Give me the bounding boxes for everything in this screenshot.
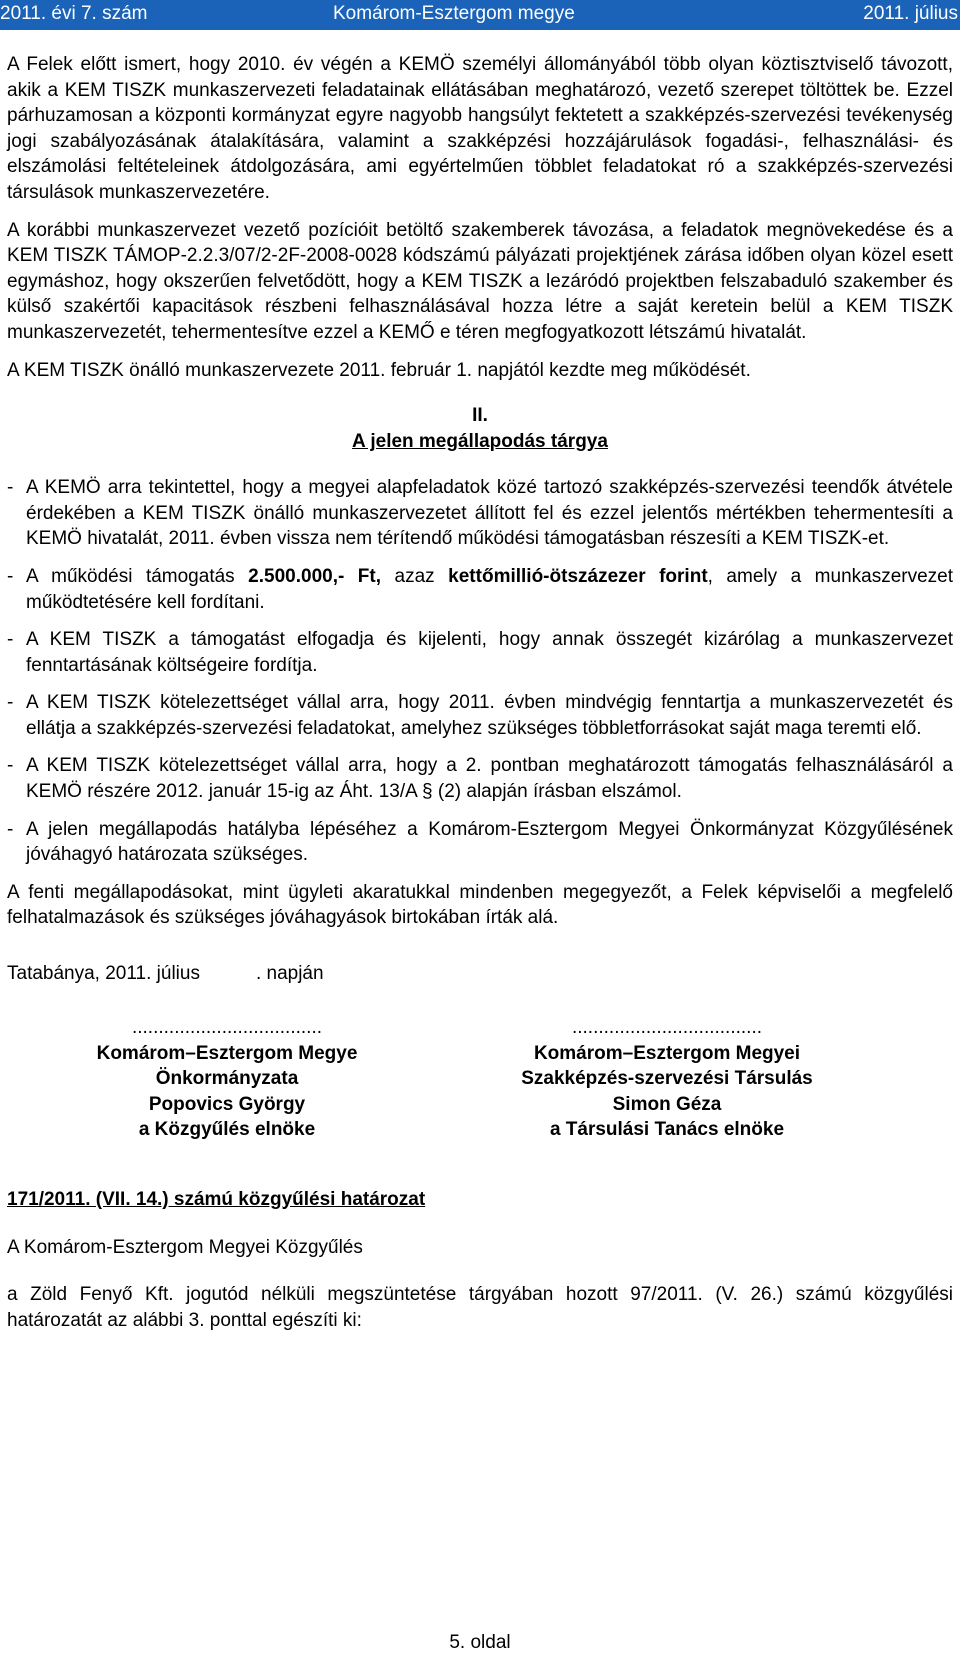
- list-item: [7, 753, 953, 804]
- list-dash: -: [7, 629, 14, 651]
- list-item-text: A KEMÖ arra tekintettel, hogy a megyei alapfeladatok közé tartozó szakképzés-szervezési teendők átvétele érdekében a KEM TISZK önálló munkaszervezetet állított fel és ezzel jelentős mértékben tehermentesíti a KEMÖ hivatalát, 2011. évben vissza nem térítendő működési támogatásban részesíti a KEM TISZK-et.: [26, 477, 953, 550]
- list-dash: -: [7, 565, 14, 587]
- signing-day-suffix: . napján: [255, 963, 324, 985]
- page-number: 5. oldal: [449, 1632, 511, 1653]
- paragraph-3: A KEM TISZK önálló munkaszervezete 2011. február 1. napjától kezdte meg működését.: [7, 359, 751, 381]
- resolution-title: 171/2011. (VII. 14.) számú közgyűlési határozat: [7, 1188, 426, 1210]
- list-item: [7, 475, 953, 552]
- signature-left: [37, 1015, 417, 1143]
- signing-date: [7, 963, 953, 985]
- list-item-text: A KEM TISZK kötelezettséget vállal arra, hogy 2011. évben mindvégig fenntartja a munkaszervezetét és ellátja a szakképzés-szervezési feladatokat, amelyhez szükséges többletforrásokat saját maga teremti elő.: [26, 692, 953, 739]
- support-amount-words: kettőmillió-ötszázezer forint: [448, 565, 708, 587]
- section-title: A jelen megállapodás tárgya: [352, 431, 608, 453]
- signatory-org-line-1: Komárom–Esztergom Megyei: [533, 1042, 801, 1064]
- signature-block: [7, 1015, 953, 1143]
- signatory-title: a Közgyűlés elnöke: [138, 1119, 316, 1141]
- list-item-text: A KEM TISZK kötelezettséget vállal arra, hogy a 2. pontban meghatározott támogatás felhasználásáról a KEMÖ részére 2012. január 15-ig az Áht. 13/A § (2) alapján írásban elszámol.: [26, 755, 953, 803]
- signature-line: ....................................: [571, 1017, 763, 1039]
- county-name: Komárom-Esztergom megye: [333, 3, 575, 24]
- issue-number: 2011. évi 7. szám: [0, 3, 148, 24]
- support-amount: 2.500.000,- Ft,: [248, 565, 382, 587]
- signatory-org-line-1: Komárom–Esztergom Megye: [96, 1042, 358, 1064]
- closing-paragraph: A fenti megállapodásokat, mint ügyleti akaratukkal mindenben megegyezőt, a Felek képviselői a megfelelő felhatalmazások és szükséges jóváhagyások birtokában írták alá.: [7, 881, 953, 929]
- list-item: [7, 564, 953, 615]
- list-dash: -: [7, 755, 14, 777]
- signatory-org-line-2: Önkormányzata: [155, 1068, 299, 1090]
- support-text-mid: azaz: [381, 565, 449, 587]
- signatory-name: Popovics György: [148, 1093, 306, 1115]
- paragraph-2: A korábbi munkaszervezet vezető pozícióit betöltő szakemberek távozása, a feladatok megnövekedése és a KEM TISZK TÁMOP-2.2.3/07/2-2F-2008-0028 kódszámú pályázati projektjének zárása időben olyan közel esett egymáshoz, hogy okszerűen felvetődött, hogy a KEM TISZK a lezáródó projektben felszabaduló szakember és külső szakértői kapacitások részbeni felhasználásával hozza létre a saját keretein belül a KEM TISZK munkaszervezetét, tehermentesítve ezzel a KEMŐ e téren megfogyatkozott létszámú hivatalát.: [7, 219, 953, 343]
- signature-right: [477, 1015, 857, 1143]
- list-item-text: A KEM TISZK a támogatást elfogadja és kijelenti, hogy annak összegét kizárólag a munkaszervezet fenntartásának költségeire fordítja.: [26, 629, 953, 676]
- list-dash: -: [7, 477, 14, 499]
- signature-line: ....................................: [131, 1017, 323, 1039]
- resolution-body-2: a Zöld Fenyő Kft. jogutód nélküli megszüntetése tárgyában hozott 97/2011. (V. 26.) számú közgyűlési határozatát az alábbi 3. ponttal egészíti ki:: [7, 1284, 953, 1331]
- list-item-text: [26, 564, 953, 615]
- list-dash: -: [7, 692, 14, 714]
- list-item-text: A jelen megállapodás hatályba lépéséhez a Komárom-Esztergom Megyei Önkormányzat Közgyűlésének jóváhagyó határozata szükséges.: [26, 818, 953, 866]
- signatory-name: Simon Géza: [612, 1093, 722, 1115]
- section-number: II.: [472, 405, 488, 427]
- support-text-pre: A működési támogatás: [26, 565, 249, 587]
- issue-month: 2011. július: [863, 3, 958, 24]
- list-item: [7, 690, 953, 741]
- page-header: [0, 0, 960, 30]
- signatory-org-line-2: Szakképzés-szervezési Társulás: [521, 1068, 813, 1090]
- list-item: [7, 817, 953, 868]
- resolution-body-1: A Komárom-Esztergom Megyei Közgyűlés: [7, 1236, 363, 1258]
- signatory-title: a Társulási Tanács elnöke: [549, 1119, 785, 1141]
- signing-place: Tatabánya, 2011. július: [7, 963, 200, 985]
- list-dash: -: [7, 818, 14, 840]
- list-item: [7, 627, 953, 678]
- support-text-post: , amely a munkaszervezet működtetésére kell fordítani.: [26, 565, 954, 613]
- document-body: [7, 52, 953, 1345]
- paragraph-1: A Felek előtt ismert, hogy 2010. év végén a KEMÖ személyi állományából több olyan köztisztviselő távozott, akik a KEM TISZK munkaszervezeti feladatainak ellátásában meghatározó, vezető szerepet töltöttek be. Ezzel párhuzamosan a központi kormányzat egyre nagyobb hangsúlyt fektetett a szakképzés-szervezési tevékenység jogi szabályozásának átalakítására, valamint a szakképzési hozzájárulások fogadási-, felhasználási- és elszámolási feltételeinek átdolgozására, ami egyértelműen többlet feladatokat ró a szakképzés-szervezési társulások munkaszervezetére.: [7, 54, 953, 203]
